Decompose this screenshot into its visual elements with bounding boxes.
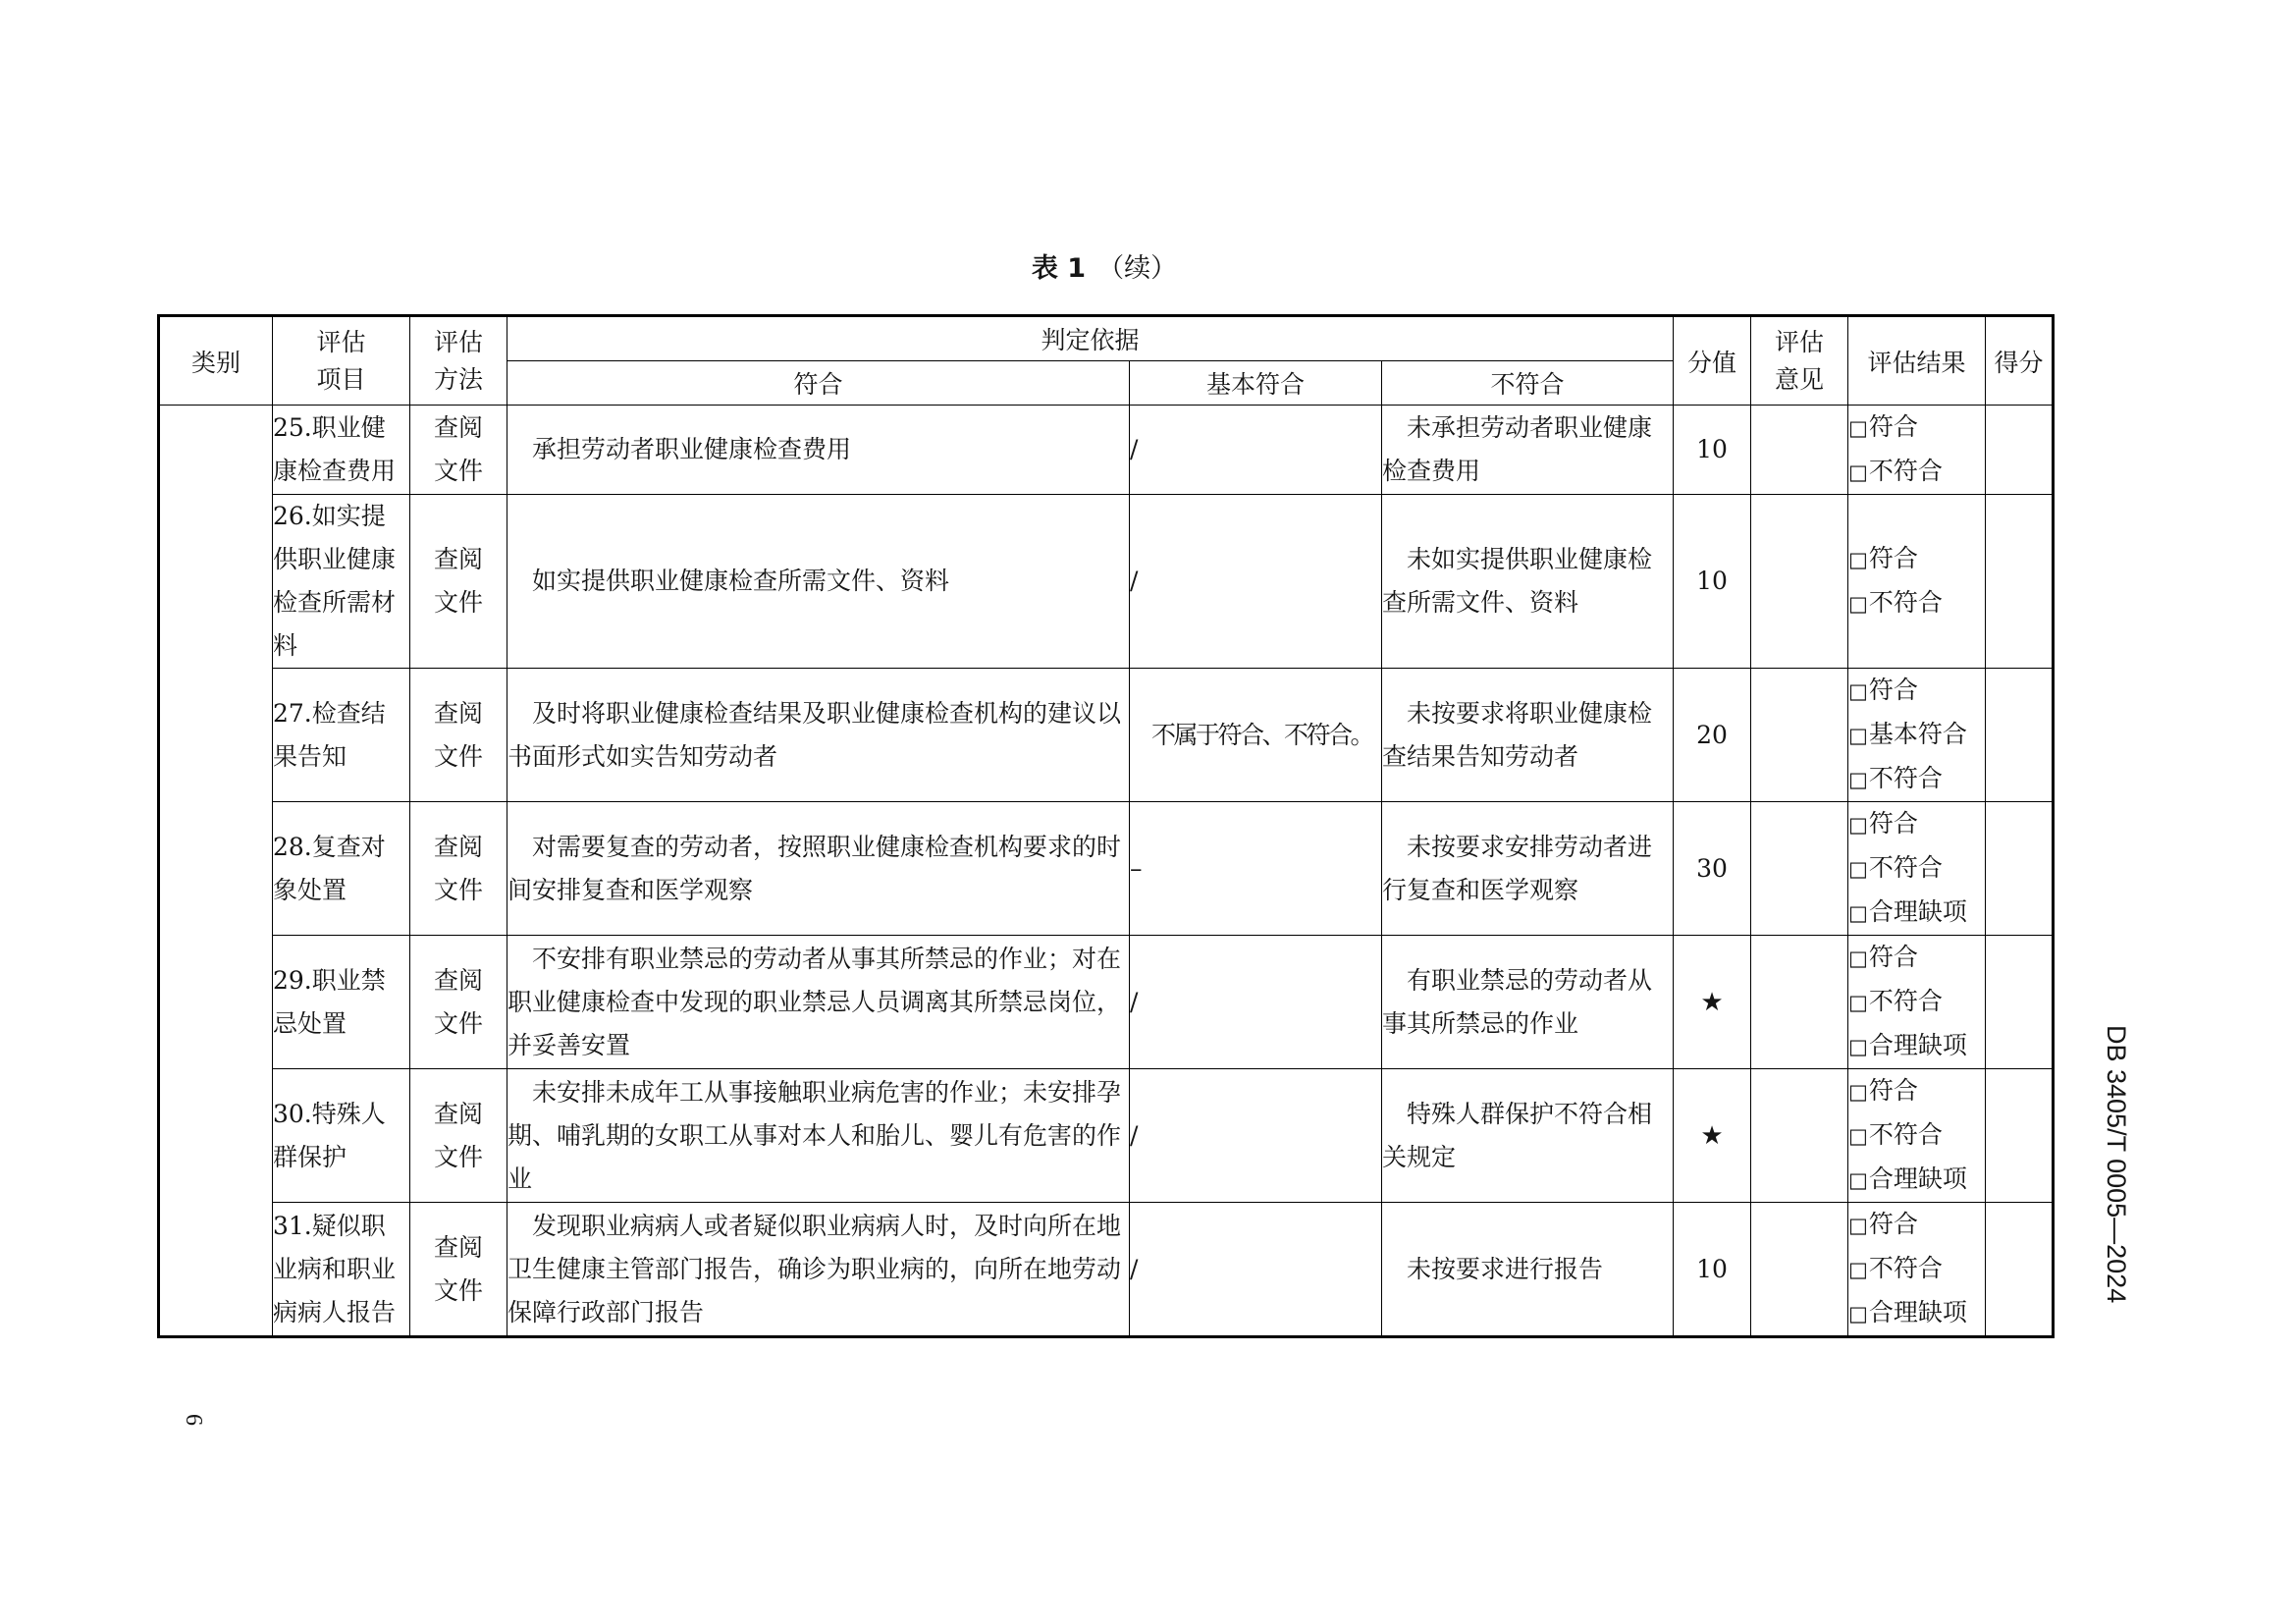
header-item-line: 项目: [316, 364, 366, 394]
header-basic-comply-label: 基本符合: [1205, 370, 1305, 399]
table-row: [159, 669, 2054, 802]
basic-comply-text: /: [1130, 567, 1139, 595]
comply-line: 职业健康检查中发现的职业禁忌人员调离其所禁忌岗位，: [507, 987, 1122, 1016]
result-cell: [1848, 1203, 1986, 1337]
not-comply-line: 查所需文件、资料: [1382, 588, 1579, 617]
result-cell: [1848, 669, 1986, 802]
basic-comply-text: –: [1130, 853, 1143, 883]
comply-cell: [507, 669, 1130, 802]
opinion-cell: [1751, 406, 1848, 495]
comply-line: 不安排有职业禁忌的劳动者从事其所禁忌的作业；对在: [532, 944, 1122, 973]
item-line: 28.复查对: [273, 832, 386, 861]
basic-comply-text: /: [1130, 1254, 1139, 1283]
value-text: 30: [1696, 853, 1728, 883]
item-cell: [273, 495, 410, 669]
comply-line: 对需要复查的劳动者，按照职业健康检查机构要求的时: [532, 832, 1122, 861]
basic-comply-cell: [1130, 406, 1382, 495]
comply-line: 保障行政部门报告: [507, 1297, 705, 1326]
item-line: 31.疑似职: [273, 1211, 386, 1240]
basic-comply-text: /: [1130, 435, 1139, 463]
result-cell: [1848, 1069, 1986, 1203]
checkbox-icon: □: [1848, 1035, 1868, 1058]
checkbox-icon: □: [1848, 1214, 1868, 1237]
checkbox-icon: □: [1848, 1302, 1868, 1326]
checkbox-icon: □: [1848, 1080, 1868, 1104]
result-option: [1848, 980, 1985, 1024]
checkbox-icon: □: [1848, 460, 1868, 484]
not-comply-line: 查结果告知劳动者: [1382, 741, 1579, 771]
table-row: [159, 936, 2054, 1069]
comply-line: 间安排复查和医学观察: [507, 875, 754, 904]
result-option: [1848, 1203, 1985, 1247]
result-option-label: 符合: [1868, 809, 1918, 838]
category-cell: [159, 406, 273, 1337]
item-line: 30.特殊人: [273, 1099, 386, 1128]
comply-line: 并妥善安置: [507, 1030, 631, 1059]
item-cell: [273, 406, 410, 495]
comply-line: 发现职业病病人或者疑似职业病病人时，及时向所在地: [532, 1211, 1122, 1240]
result-option: [1848, 1247, 1985, 1291]
header-basic-comply: [1130, 361, 1382, 406]
result-option: [1848, 846, 1985, 891]
item-line: 群保护: [273, 1142, 347, 1171]
header-not-comply: [1382, 361, 1674, 406]
result-option-label: 符合: [1868, 412, 1918, 441]
header-value-label: 分值: [1686, 348, 1736, 377]
not-comply-cell: [1382, 406, 1674, 495]
method-line: 查阅: [433, 1099, 483, 1128]
result-option: [1848, 891, 1985, 935]
result-option: [1848, 1291, 1985, 1335]
not-comply-cell: [1382, 1069, 1674, 1203]
comply-line: 业: [507, 1164, 533, 1193]
item-line: 25.职业健: [273, 413, 386, 442]
item-line: 检查所需材: [273, 588, 397, 617]
result-option-label: 符合: [1868, 1210, 1918, 1238]
not-comply-cell: [1382, 495, 1674, 669]
result-cell: [1848, 495, 1986, 669]
item-line: 病病人报告: [273, 1297, 397, 1326]
header-value: [1674, 316, 1751, 406]
result-option: [1848, 406, 1985, 450]
table-body: [159, 406, 2054, 1337]
result-option: [1848, 669, 1985, 713]
header-row-1: [159, 316, 2054, 361]
not-comply-line: 未如实提供职业健康检: [1407, 545, 1653, 573]
standard-code: DB 3405/T 0005—2024: [2102, 1025, 2131, 1304]
comply-cell: [507, 495, 1130, 669]
comply-line: 卫生健康主管部门报告，确诊为职业病的，向所在地劳动: [507, 1254, 1122, 1283]
method-cell: [410, 802, 507, 936]
value-cell: [1674, 936, 1751, 1069]
comply-line: 未安排未成年工从事接触职业病危害的作业；未安排孕: [532, 1077, 1122, 1107]
header-comply: [507, 361, 1130, 406]
comply-cell: [507, 1069, 1130, 1203]
header-item: [273, 316, 410, 406]
comply-line: 如实提供职业健康检查所需文件、资料: [532, 567, 950, 595]
result-option-label: 符合: [1868, 1076, 1918, 1105]
header-result-label: 评估结果: [1867, 348, 1966, 377]
result-option: [1848, 537, 1985, 581]
checkbox-icon: □: [1848, 416, 1868, 440]
method-line: 文件: [433, 588, 483, 617]
table-title-label: 表 1: [1031, 253, 1087, 284]
comply-cell: [507, 406, 1130, 495]
table-row: [159, 406, 2054, 495]
item-line: 26.如实提: [273, 502, 386, 530]
score-cell: [1986, 406, 2054, 495]
value-cell: [1674, 1069, 1751, 1203]
opinion-cell: [1751, 1203, 1848, 1337]
basic-comply-text: /: [1130, 1120, 1139, 1150]
method-cell: [410, 1069, 507, 1203]
result-option-label: 合理缺项: [1868, 897, 1967, 926]
result-option-label: 符合: [1868, 544, 1918, 572]
not-comply-cell: [1382, 936, 1674, 1069]
basic-comply-cell: [1130, 936, 1382, 1069]
method-cell: [410, 936, 507, 1069]
basic-comply-cell: [1130, 802, 1382, 936]
result-option: [1848, 1158, 1985, 1202]
table-title: [157, 247, 2052, 291]
score-cell: [1986, 1203, 2054, 1337]
score-cell: [1986, 936, 2054, 1069]
item-cell: [273, 936, 410, 1069]
method-cell: [410, 1203, 507, 1337]
not-comply-line: 未按要求进行报告: [1407, 1254, 1604, 1283]
page-number: 6: [181, 1414, 206, 1426]
basic-comply-cell: [1130, 1069, 1382, 1203]
basic-comply-text: /: [1130, 987, 1139, 1016]
not-comply-cell: [1382, 1203, 1674, 1337]
not-comply-cell: [1382, 669, 1674, 802]
item-line: 忌处置: [273, 1008, 347, 1038]
checkbox-icon: □: [1848, 724, 1868, 747]
header-method-line: 方法: [433, 364, 483, 394]
basic-comply-cell: [1130, 1203, 1382, 1337]
item-line: 29.职业禁: [273, 965, 386, 995]
value-cell: [1674, 669, 1751, 802]
result-option-label: 符合: [1868, 943, 1918, 971]
table-row: [159, 1069, 2054, 1203]
checkbox-icon: □: [1848, 947, 1868, 970]
header-score-label: 得分: [1994, 348, 2044, 377]
opinion-cell: [1751, 495, 1848, 669]
result-option-label: 不符合: [1868, 853, 1943, 882]
result-cell: [1848, 936, 1986, 1069]
opinion-cell: [1751, 936, 1848, 1069]
item-line: 业病和职业: [273, 1254, 397, 1283]
item-cell: [273, 802, 410, 936]
comply-line: 及时将职业健康检查结果及职业健康检查机构的建议以: [532, 698, 1122, 728]
result-option: [1848, 757, 1985, 801]
checkbox-icon: □: [1848, 1258, 1868, 1281]
value-cell: [1674, 495, 1751, 669]
comply-cell: [507, 1203, 1130, 1337]
result-option-label: 不符合: [1868, 1120, 1943, 1149]
result-option: [1848, 450, 1985, 494]
value-cell: [1674, 406, 1751, 495]
checkbox-icon: □: [1848, 1124, 1868, 1148]
method-cell: [410, 495, 507, 669]
score-cell: [1986, 802, 2054, 936]
method-cell: [410, 406, 507, 495]
item-line: 康检查费用: [273, 457, 397, 485]
result-option: [1848, 1069, 1985, 1113]
header-method: [410, 316, 507, 406]
item-line: 象处置: [273, 875, 347, 904]
table-row: [159, 495, 2054, 669]
method-line: 查阅: [433, 832, 483, 861]
header-opinion-line: 意见: [1774, 364, 1824, 394]
star-icon: ★: [1700, 1120, 1724, 1151]
header-opinion-line: 评估: [1774, 327, 1824, 356]
checkbox-icon: □: [1848, 679, 1868, 703]
method-line: 查阅: [433, 965, 483, 995]
value-text: 20: [1696, 720, 1728, 749]
not-comply-cell: [1382, 802, 1674, 936]
result-option: [1848, 936, 1985, 980]
not-comply-line: 特殊人群保护不符合相: [1407, 1099, 1653, 1128]
comply-line: 承担劳动者职业健康检查费用: [532, 435, 852, 463]
table-title-continued: （续）: [1097, 253, 1178, 284]
checkbox-icon: □: [1848, 991, 1868, 1014]
basic-comply-cell: [1130, 669, 1382, 802]
method-line: 文件: [433, 1142, 483, 1171]
result-cell: [1848, 802, 1986, 936]
result-option-label: 不符合: [1868, 457, 1943, 485]
not-comply-line: 检查费用: [1382, 457, 1481, 485]
not-comply-line: 行复查和医学观察: [1382, 875, 1579, 904]
result-option-label: 基本符合: [1868, 720, 1967, 748]
star-icon: ★: [1700, 987, 1724, 1017]
basic-comply-cell: [1130, 495, 1382, 669]
result-option-label: 不符合: [1868, 588, 1943, 617]
result-option-label: 符合: [1868, 676, 1918, 704]
result-option-label: 不符合: [1868, 764, 1943, 792]
checkbox-icon: □: [1848, 548, 1868, 571]
value-cell: [1674, 802, 1751, 936]
not-comply-line: 未按要求将职业健康检: [1407, 698, 1653, 728]
item-line: 27.检查结: [273, 698, 386, 728]
method-line: 查阅: [433, 1232, 483, 1262]
result-cell: [1848, 406, 1986, 495]
header-result: [1848, 316, 1986, 406]
not-comply-line: 未承担劳动者职业健康: [1407, 413, 1653, 442]
comply-line: 期、哺乳期的女职工从事对本人和胎儿、婴儿有危害的作: [507, 1120, 1122, 1150]
method-cell: [410, 669, 507, 802]
comply-cell: [507, 802, 1130, 936]
score-cell: [1986, 495, 2054, 669]
item-line: 料: [273, 631, 298, 660]
result-option-label: 不符合: [1868, 987, 1943, 1015]
comply-line: 书面形式如实告知劳动者: [507, 741, 778, 771]
not-comply-line: 未按要求安排劳动者进: [1407, 832, 1653, 861]
item-cell: [273, 1069, 410, 1203]
assessment-table: [157, 314, 2055, 1338]
header-comply-label: 符合: [793, 370, 843, 399]
table-row: [159, 802, 2054, 936]
result-option: [1848, 713, 1985, 757]
header-not-comply-label: 不符合: [1490, 370, 1565, 399]
result-option-label: 合理缺项: [1868, 1298, 1967, 1326]
value-text: 10: [1696, 1254, 1728, 1283]
result-option-label: 不符合: [1868, 1254, 1943, 1282]
method-line: 文件: [433, 457, 483, 485]
checkbox-icon: □: [1848, 768, 1868, 791]
item-cell: [273, 1203, 410, 1337]
checkbox-icon: □: [1848, 857, 1868, 881]
comply-cell: [507, 936, 1130, 1069]
header-category-label: 类别: [190, 348, 240, 377]
result-option-label: 合理缺项: [1868, 1031, 1967, 1059]
score-cell: [1986, 669, 2054, 802]
result-option: [1848, 581, 1985, 625]
opinion-cell: [1751, 802, 1848, 936]
checkbox-icon: □: [1848, 592, 1868, 616]
checkbox-icon: □: [1848, 1168, 1868, 1192]
opinion-cell: [1751, 1069, 1848, 1203]
header-score: [1986, 316, 2054, 406]
header-category: [159, 316, 273, 406]
item-cell: [273, 669, 410, 802]
value-text: 10: [1696, 567, 1728, 595]
score-cell: [1986, 1069, 2054, 1203]
table-header: [159, 316, 2054, 406]
method-line: 文件: [433, 1275, 483, 1305]
method-line: 查阅: [433, 698, 483, 728]
result-option: [1848, 1113, 1985, 1158]
method-line: 文件: [433, 1008, 483, 1038]
not-comply-line: 有职业禁忌的劳动者从: [1407, 965, 1653, 995]
method-line: 文件: [433, 875, 483, 904]
header-basis-label: 判定依据: [1041, 326, 1140, 354]
checkbox-icon: □: [1848, 813, 1868, 837]
method-line: 文件: [433, 741, 483, 771]
not-comply-line: 事其所禁忌的作业: [1382, 1008, 1579, 1038]
opinion-cell: [1751, 669, 1848, 802]
result-option: [1848, 1024, 1985, 1068]
header-opinion: [1751, 316, 1848, 406]
checkbox-icon: □: [1848, 901, 1868, 925]
table-row: [159, 1203, 2054, 1337]
basic-comply-text: 不属于符合、不符合。: [1151, 720, 1373, 749]
not-comply-line: 关规定: [1382, 1142, 1457, 1171]
item-line: 供职业健康: [273, 545, 397, 573]
method-line: 查阅: [433, 545, 483, 573]
header-method-line: 评估: [433, 327, 483, 356]
value-text: 10: [1696, 435, 1728, 463]
result-option: [1848, 802, 1985, 846]
result-option-label: 合理缺项: [1868, 1164, 1967, 1193]
header-item-line: 评估: [316, 327, 366, 356]
method-line: 查阅: [433, 413, 483, 442]
header-basis: [507, 316, 1674, 361]
item-line: 果告知: [273, 741, 347, 771]
value-cell: [1674, 1203, 1751, 1337]
